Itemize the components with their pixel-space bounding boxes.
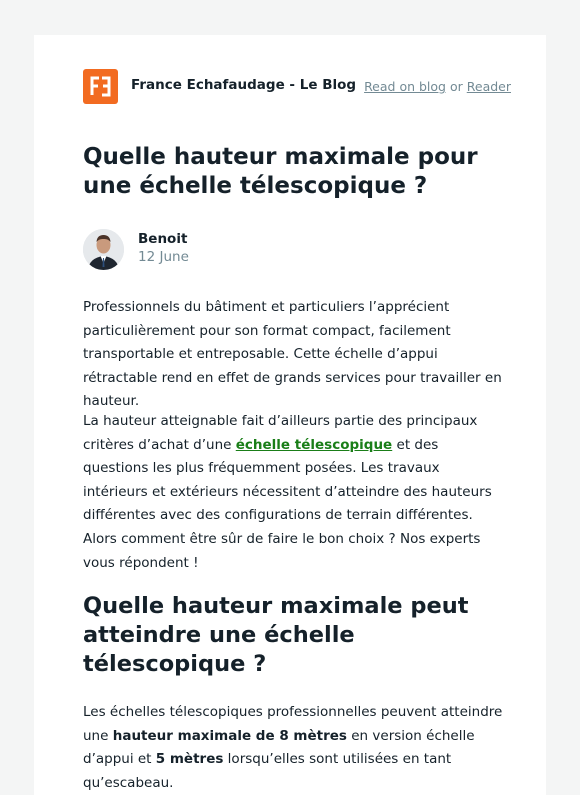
post-date: 12 June <box>138 249 189 265</box>
paragraph-text: et des questions les plus fréquemment posées. Les travaux intérieurs et extérieurs nécessitent d’atteindre des hauteurs différentes avec des configurations de terrain différentes. Alors comment être sûr de faire le bon choix ? Nos experts vous répondent ! <box>83 436 492 571</box>
paragraph-text: en version échelle d’appui et <box>83 727 475 768</box>
paragraph-text: La hauteur atteignable fait d’ailleurs partie des principaux critères d’achat d’une <box>83 413 478 453</box>
author-name: Benoit <box>138 231 188 247</box>
paragraph-height-criteria <box>83 410 503 575</box>
paragraph-text: lorsqu’elles sont utilisées en tant qu’escabeau. <box>83 751 452 791</box>
paragraph-max-height <box>83 701 503 795</box>
author-avatar-photo <box>83 229 124 270</box>
paragraph-text: Les échelles télescopiques professionnelles peuvent atteindre une <box>83 704 503 744</box>
bold-max-height: hauteur maximale de 8 mètres <box>112 727 347 744</box>
author-byline <box>83 229 383 271</box>
fe-logo-icon[interactable] <box>83 69 118 104</box>
section-heading: Quelle hauteur maximale peut atteindre une échelle télescopique ? <box>83 593 469 677</box>
post-title[interactable]: Quelle hauteur maximale pour une échelle télescopique ? <box>83 144 478 199</box>
or-text: or <box>449 79 463 94</box>
email-header <box>83 69 511 105</box>
reader-link[interactable]: Reader <box>466 79 511 94</box>
email-card <box>34 35 546 795</box>
bold-stepladder-height: 5 mètres <box>155 751 224 768</box>
site-title[interactable]: France Echafaudage - Le Blog <box>131 77 357 93</box>
echelle-telescopique-link[interactable]: échelle télescopique <box>235 436 393 453</box>
paragraph-intro: Professionnels du bâtiment et particuliers l’apprécient particulièrement pour son format compact, facilement transportable et entreposable. Cette échelle d’appui rétractable rend en effet de grands services pour travailler en hauteur. <box>83 299 502 410</box>
header-links <box>364 79 511 94</box>
read-on-blog-link[interactable]: Read on blog <box>364 79 446 94</box>
